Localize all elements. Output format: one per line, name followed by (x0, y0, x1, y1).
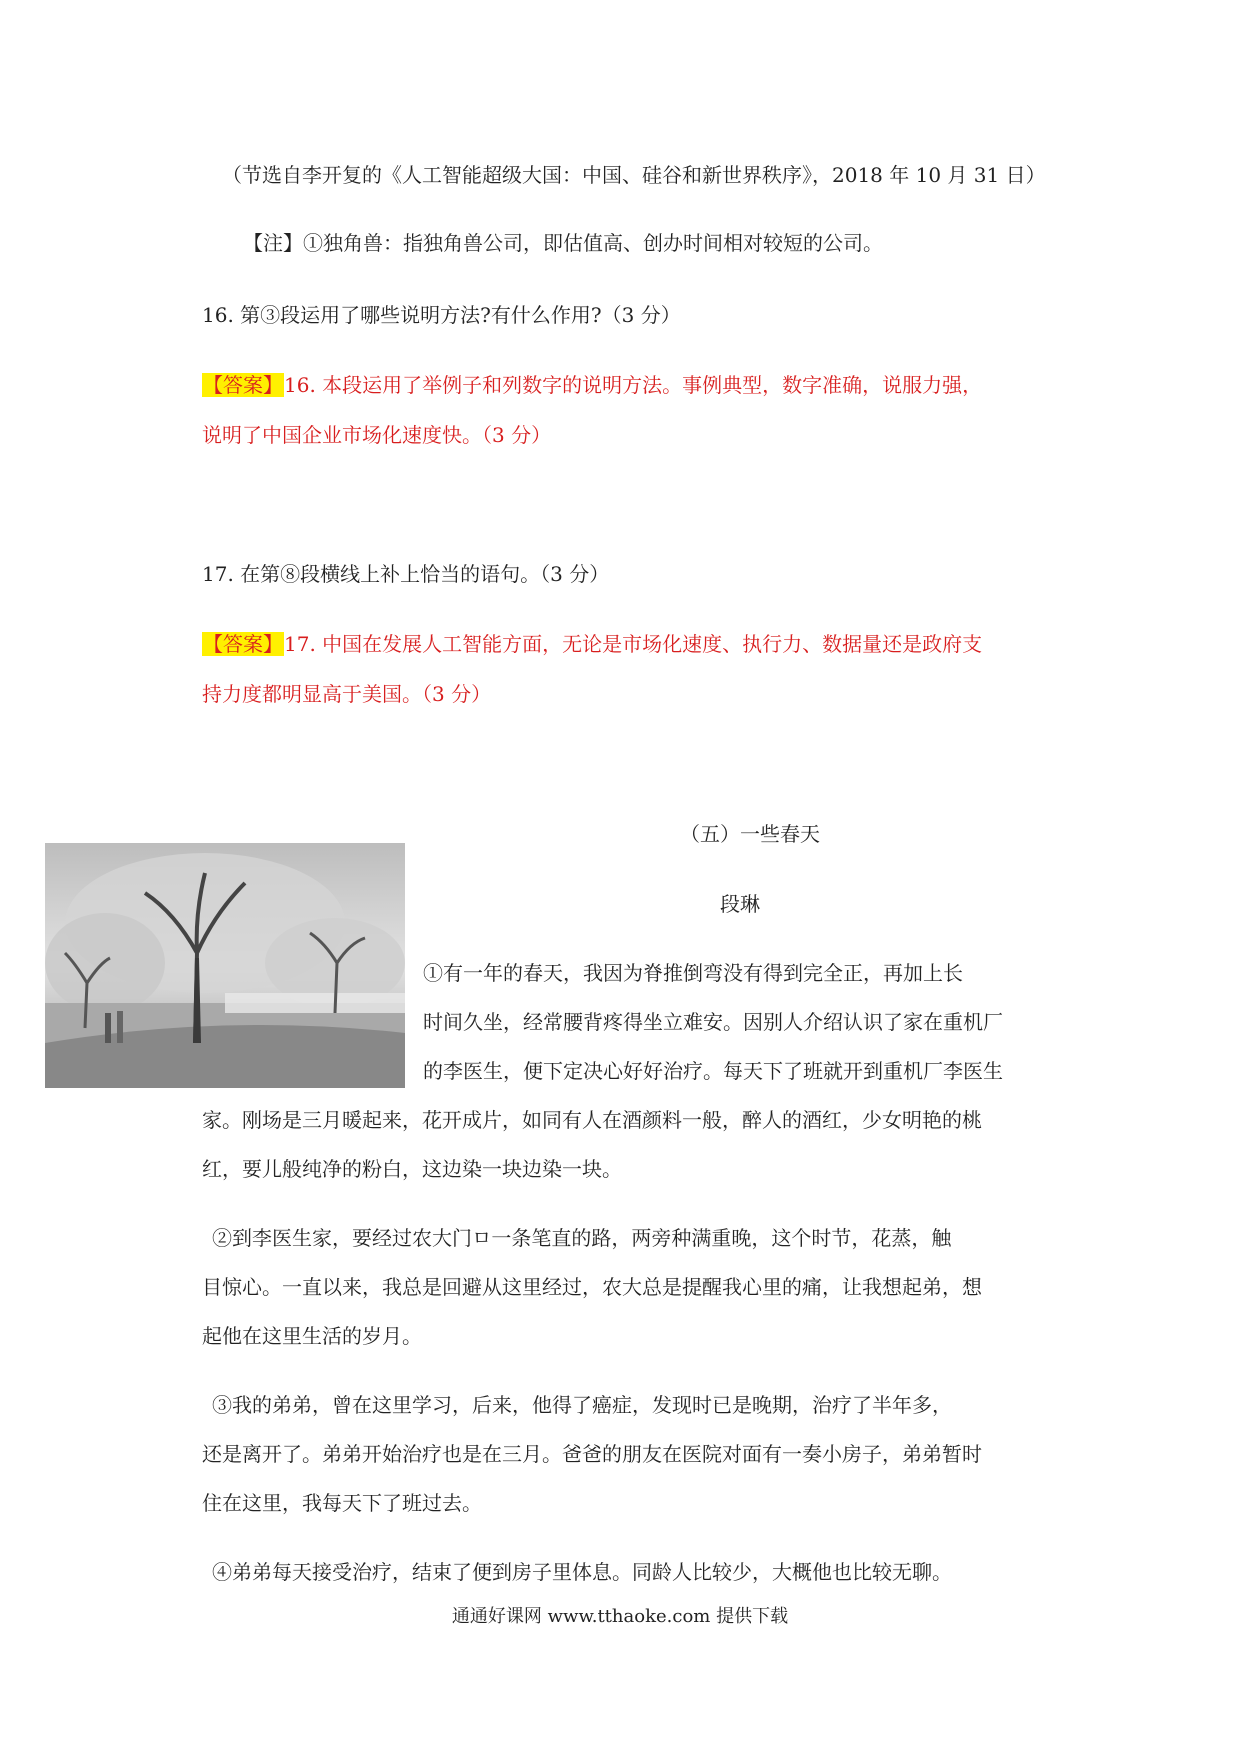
paragraph-line: ②到李医生家，要经过农大门ㅁ一条笔直的路，两旁种满重晚，这个时节，花蒸，触 (212, 1226, 952, 1250)
paragraph-line: 时间久坐，经常腰背疼得坐立难安。因别人介绍认识了家在重机厂 (423, 1010, 1003, 1034)
paragraph-line: 还是离开了。弟弟开始治疗也是在三月。爸爸的朋友在医院对面有一奏小房子，弟弟暂时 (202, 1442, 982, 1466)
answer-tag: 【答案】 (203, 373, 283, 397)
paragraph-line: 住在这里，我每天下了班过去。 (202, 1491, 482, 1515)
answer-tag: 【答案】 (203, 632, 283, 656)
paragraph-line: 目惊心。一直以来，我总是回避从这里经过，农大总是提醒我心里的痛，让我想起弟，想 (202, 1275, 982, 1299)
answer-16-text-1: 16. 本段运用了举例子和列数字的说明方法。事例典型，数字准确，说服力强， (284, 373, 983, 397)
answer-17-line-1 (202, 630, 982, 658)
article-author: 段琳 (720, 892, 760, 916)
answer-17-line-2: 持力度都明显高于美国。（3 分） (202, 682, 492, 706)
answer-17-text-1: 17. 中国在发展人工智能方面，无论是市场化速度、执行力、数据量还是政府支 (284, 632, 983, 656)
question-17: 17. 在第⑧段横线上补上恰当的语句。（3 分） (202, 562, 610, 586)
answer-16-line-1 (202, 371, 982, 399)
paragraph-line: ④弟弟每天接受治疗，结束了便到房子里体息。同龄人比较少，大概他也比较无聊。 (212, 1560, 952, 1584)
paragraph-line: ①有一年的春天，我因为脊推倒弯没有得到完全正，再加上长 (423, 961, 963, 985)
spring-trees-illustration (45, 843, 405, 1088)
source-citation: （节选自李开复的《人工智能超级大国：中国、硅谷和新世界秩序》，2018 年 10 月 31 日） (222, 163, 1046, 187)
paragraph-line: 家。刚场是三月暖起来，花开成片，如同有人在酒颜料一般，醉人的酒红，少女明艳的桃 (202, 1108, 982, 1132)
footnote: 【注】①独角兽：指独角兽公司，即估值高、创办时间相对较短的公司。 (243, 231, 883, 255)
paragraph-line: ③我的弟弟，曾在这里学习，后来，他得了癌症，发现时已是晚期，治疗了半年多， (212, 1393, 952, 1417)
paragraph-line: 起他在这里生活的岁月。 (202, 1324, 422, 1348)
page-footer: 通通好课网 www.tthaoke.com 提供下载 (451, 1606, 789, 1627)
paragraph-line: 的李医生，便下定决心好好治疗。每天下了班就开到重机厂李医生 (423, 1059, 1003, 1083)
answer-16-line-2: 说明了中国企业市场化速度快。（3 分） (202, 423, 552, 447)
question-16: 16. 第③段运用了哪些说明方法?有什么作用?（3 分） (202, 303, 681, 327)
article-title: （五）一些春天 (680, 822, 820, 846)
paragraph-line: 红，要儿般纯净的粉白，这边染一块边染一块。 (202, 1157, 622, 1181)
